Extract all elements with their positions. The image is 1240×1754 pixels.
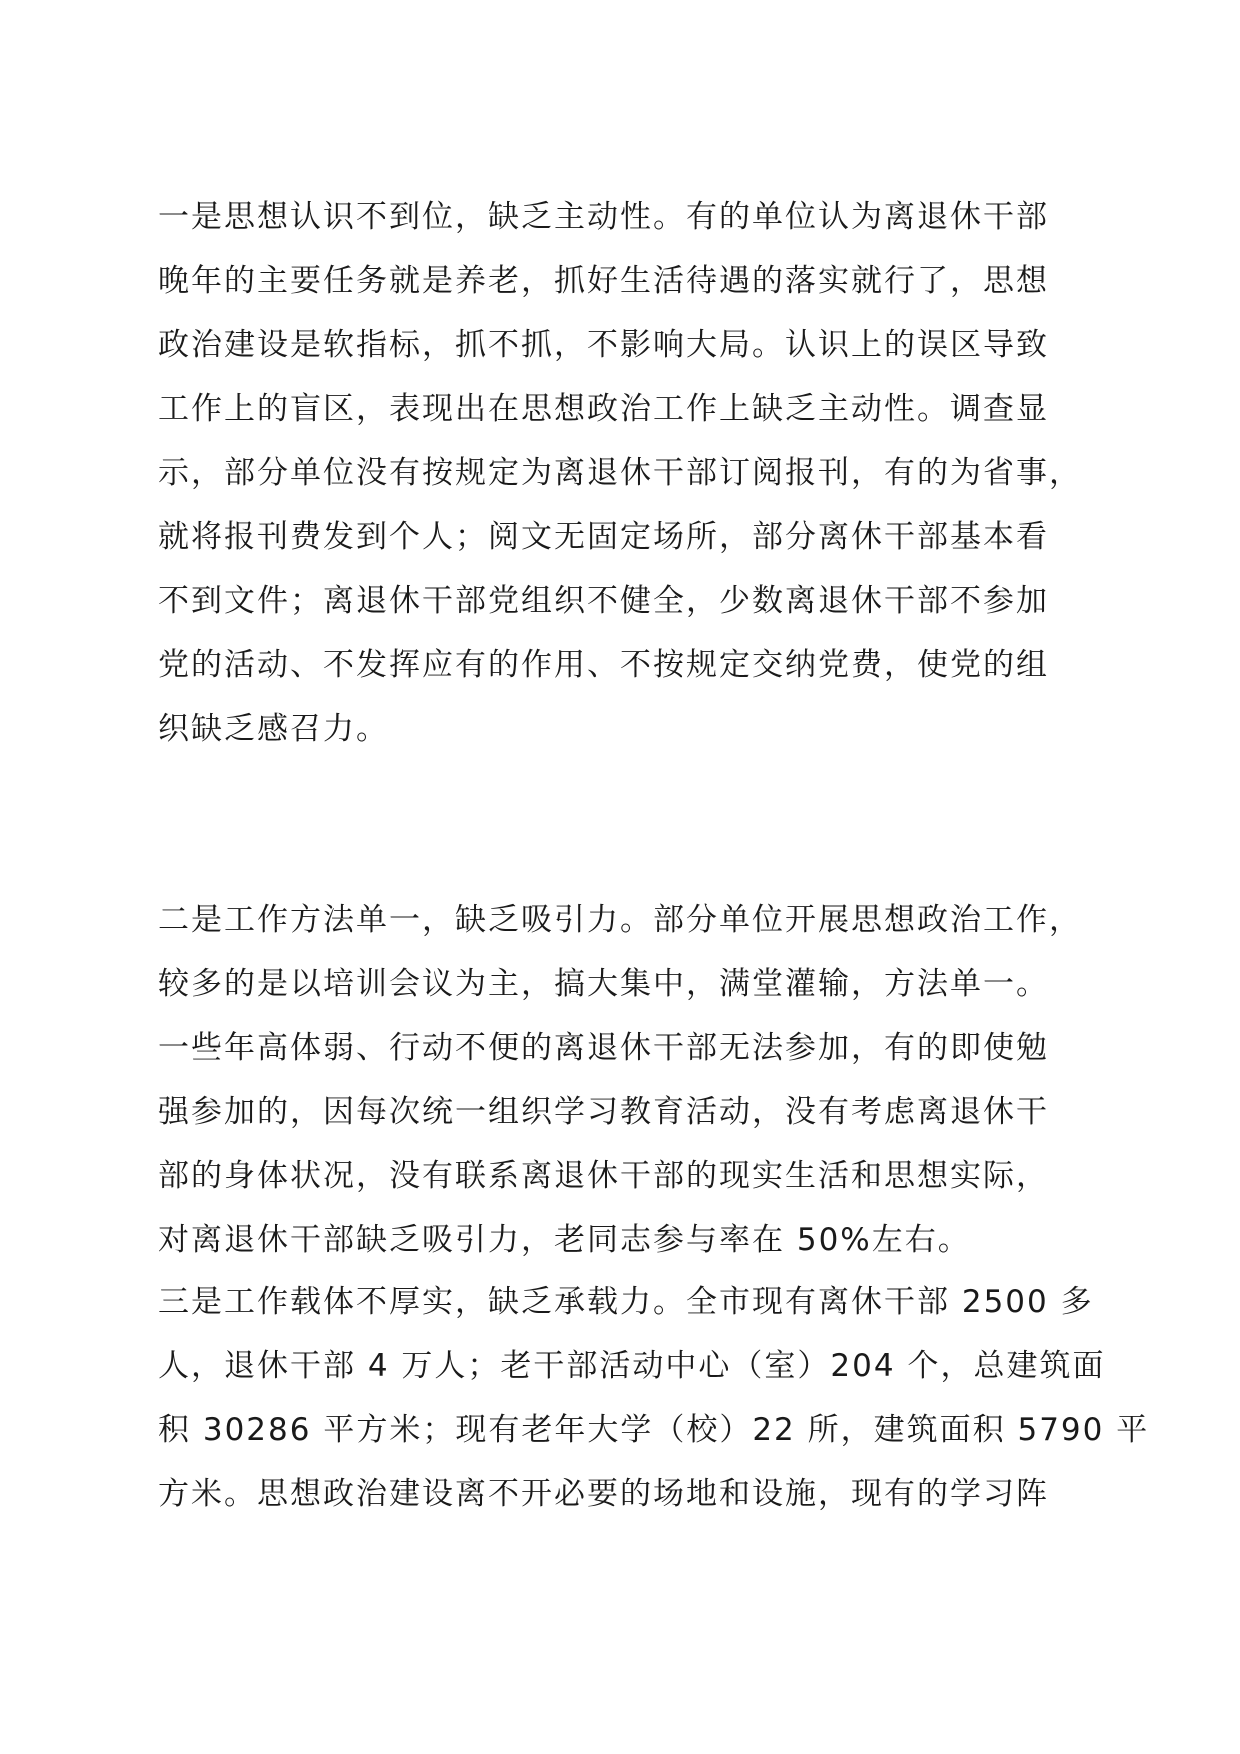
- paragraph-line: 较多的是以培训会议为主，搞大集中，满堂灌输，方法单一。: [158, 966, 1049, 1002]
- paragraph-line: 党的活动、不发挥应有的作用、不按规定交纳党费，使党的组: [158, 647, 1049, 683]
- paragraph-ideological-awareness: [158, 185, 1088, 761]
- paragraph-line: 不到文件；离退休干部党组织不健全，少数离退休干部不参加: [158, 583, 1049, 619]
- paragraph-line: 人，退休干部 4 万人；老干部活动中心（室）204 个，总建筑面: [158, 1348, 1106, 1384]
- paragraph-line: 一是思想认识不到位，缺乏主动性。有的单位认为离退休干部: [158, 199, 1049, 235]
- paragraph-line: 部的身体状况，没有联系离退休干部的现实生活和思想实际，: [158, 1158, 1049, 1194]
- paragraph-line: 一些年高体弱、行动不便的离退休干部无法参加，有的即使勉: [158, 1030, 1049, 1066]
- paragraph-line: 二是工作方法单一，缺乏吸引力。部分单位开展思想政治工作，: [158, 902, 1082, 938]
- paragraph-line: 强参加的，因每次统一组织学习教育活动，没有考虑离退休干: [158, 1094, 1049, 1130]
- paragraph-line: 对离退休干部缺乏吸引力，老同志参与率在 50%左右。: [158, 1222, 971, 1258]
- paragraph-line: 政治建设是软指标，抓不抓，不影响大局。认识上的误区导致: [158, 327, 1049, 363]
- paragraph-line: 织缺乏感召力。: [158, 711, 389, 747]
- paragraph-work-carriers: [158, 1270, 1150, 1526]
- paragraph-line: 晚年的主要任务就是养老，抓好生活待遇的落实就行了，思想: [158, 263, 1049, 299]
- paragraph-line: 工作上的盲区，表现出在思想政治工作上缺乏主动性。调查显: [158, 391, 1049, 427]
- paragraph-line: 方米。思想政治建设离不开必要的场地和设施，现有的学习阵: [158, 1476, 1049, 1512]
- paragraph-line: 就将报刊费发到个人；阅文无固定场所，部分离休干部基本看: [158, 519, 1049, 555]
- paragraph-line: 三是工作载体不厚实，缺乏承载力。全市现有离休干部 2500 多: [158, 1284, 1094, 1320]
- paragraph-line: 积 30286 平方米；现有老年大学（校）22 所，建筑面积 5790 平: [158, 1412, 1150, 1448]
- paragraph-work-methods: [158, 888, 1088, 1272]
- paragraph-line: 示，部分单位没有按规定为离退休干部订阅报刊，有的为省事，: [158, 455, 1082, 491]
